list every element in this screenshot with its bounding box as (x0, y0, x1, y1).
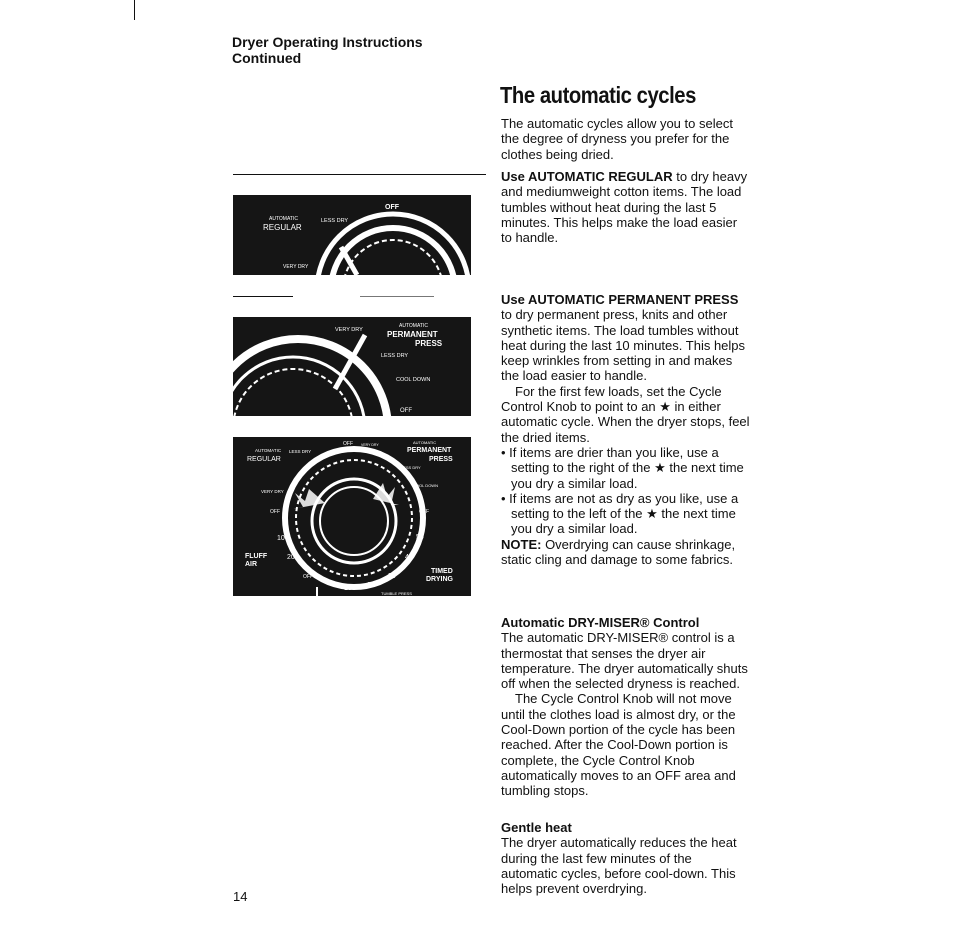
label-very-dry: VERY DRY (283, 264, 309, 270)
label-regular: REGULAR (263, 223, 302, 232)
label-press: PRESS (429, 456, 453, 463)
header-title: Dryer Operating Instructions (232, 34, 423, 50)
label-fluff: FLUFF (245, 553, 268, 560)
label-10-bottom: 10 (344, 585, 352, 592)
label-less-dry-left: LESS DRY (289, 449, 312, 454)
regular-heading: Use AUTOMATIC REGULAR (501, 169, 673, 184)
gentle-heat-heading: Gentle heat (501, 820, 572, 835)
label-20-bottom: 20 (367, 582, 375, 589)
divider-dash-left (233, 296, 293, 297)
permanent-heading: Use AUTOMATIC PERMANENT PRESS (501, 292, 739, 307)
dry-miser-heading: Automatic DRY-MISER® Control (501, 615, 700, 630)
dial-tick-ring (233, 369, 353, 416)
label-off-top: OFF (343, 441, 353, 447)
label-automatic: AUTOMATIC (399, 323, 428, 329)
label-very-dry: VERY DRY (335, 327, 363, 333)
dial-panel-permanent-press (233, 317, 471, 416)
label-permanent: PERMANENT (387, 330, 438, 339)
label-off-left: OFF (270, 509, 280, 515)
label-30: 30 (388, 573, 396, 580)
label-very-dry-left: VERY DRY (261, 489, 284, 494)
label-40: 40 (405, 554, 413, 561)
page-title: The automatic cycles (500, 82, 696, 108)
header-subtitle: Continued (232, 50, 302, 66)
bullet-not-dry: • If items are not as dry as you like, use a setting to the left of the ★ the next time you dry a similar load. (501, 490, 739, 537)
permanent-section (501, 292, 751, 567)
label-automatic-right: AUTOMATIC (413, 440, 437, 445)
gentle-heat-body: The dryer automatically reduces the heat during the last few minutes of the automatic cycles, before cool-down. This helps prevent overdrying. (501, 835, 737, 897)
label-off-bottom: OFF (303, 574, 313, 580)
dial-outer-ring (233, 339, 388, 416)
first-loads-paragraph: For the first few loads, set the Cycle Control Knob to point to an ★ in either automatic cycle. When the dryer stops, feel the dried items. (501, 383, 750, 445)
divider-rule (233, 174, 486, 175)
dry-miser-section (501, 615, 751, 799)
label-cool-down: COOL DOWN (413, 483, 438, 488)
dial-knob-ring (331, 228, 455, 275)
label-automatic-left: AUTOMATIC (255, 448, 282, 453)
page-header (232, 34, 423, 66)
page-number: 14 (233, 889, 248, 904)
label-less-dry: LESS DRY (381, 353, 409, 359)
arrow-left-icon (293, 489, 325, 509)
permanent-paragraph (501, 292, 751, 384)
label-50: 50 (416, 534, 424, 541)
label-less-dry-right: LESS DRY (401, 465, 421, 470)
label-press: PRESS (415, 339, 443, 348)
regular-body: to dry heavy and mediumweight cotton items. The load tumbles without heat during the last 5 minutes. This helps make the load easier to handle. (501, 169, 748, 246)
label-very-dry-top: VERY DRY (361, 443, 379, 447)
label-off-right: OFF (419, 509, 429, 515)
label-automatic: AUTOMATIC (269, 216, 298, 222)
dial-pointer (341, 247, 357, 275)
label-cool-down: COOL DOWN (396, 377, 431, 383)
dry-miser-body1: The automatic DRY-MISER® control is a thermostat that senses the dryer air temperature. The dryer automatically shuts off when the selected dryness is reached. (501, 630, 748, 692)
intro-text: The automatic cycles allow you to select the degree of dryness you prefer for the clothes being dried. (501, 116, 733, 162)
margin-mark (134, 0, 135, 20)
regular-paragraph (501, 169, 751, 245)
label-tumble-press: TUMBLE PRESS (381, 591, 412, 596)
divider-dash-right (360, 296, 434, 297)
dial-panel-regular (233, 195, 471, 275)
dial-panel-full (233, 437, 471, 596)
label-10-left: 10 (277, 535, 285, 542)
note-paragraph (501, 537, 751, 568)
note-body: Overdrying can cause shrinkage, static cling and damage to some fabrics. (501, 536, 736, 568)
label-off: OFF (385, 204, 399, 211)
label-off: OFF (400, 408, 412, 414)
label-air: AIR (245, 561, 258, 568)
permanent-body: to dry permanent press, knits and other synthetic items. The load tumbles without heat during the last 10 minutes. This helps keep wrinkles from setting in and makes the load easier to handle. (501, 307, 746, 384)
label-timed: TIMED (431, 568, 453, 575)
label-regular: REGULAR (247, 456, 281, 463)
gentle-heat-section (501, 820, 751, 896)
label-permanent: PERMANENT (407, 447, 452, 454)
label-less-dry: LESS DRY (321, 218, 349, 224)
label-drying: DRYING (426, 576, 453, 583)
label-20-left: 20 (287, 554, 295, 561)
dry-miser-body2: The Cycle Control Knob will not move until the clothes load is almost dry, or the Cool-Down portion of the cycle has been reached. After the Cool-Down portion is complete, the Cycle Control Knob automatically moves to an OFF area and tumbling stops. (501, 691, 736, 799)
intro-paragraph (501, 116, 751, 162)
note-label: NOTE: (501, 536, 542, 552)
regular-section (501, 169, 751, 245)
bullet-drier: • If items are drier than you like, use a setting to the right of the ★ the next time you dry a similar load. (501, 444, 744, 491)
dial-tick-ring (343, 240, 443, 275)
